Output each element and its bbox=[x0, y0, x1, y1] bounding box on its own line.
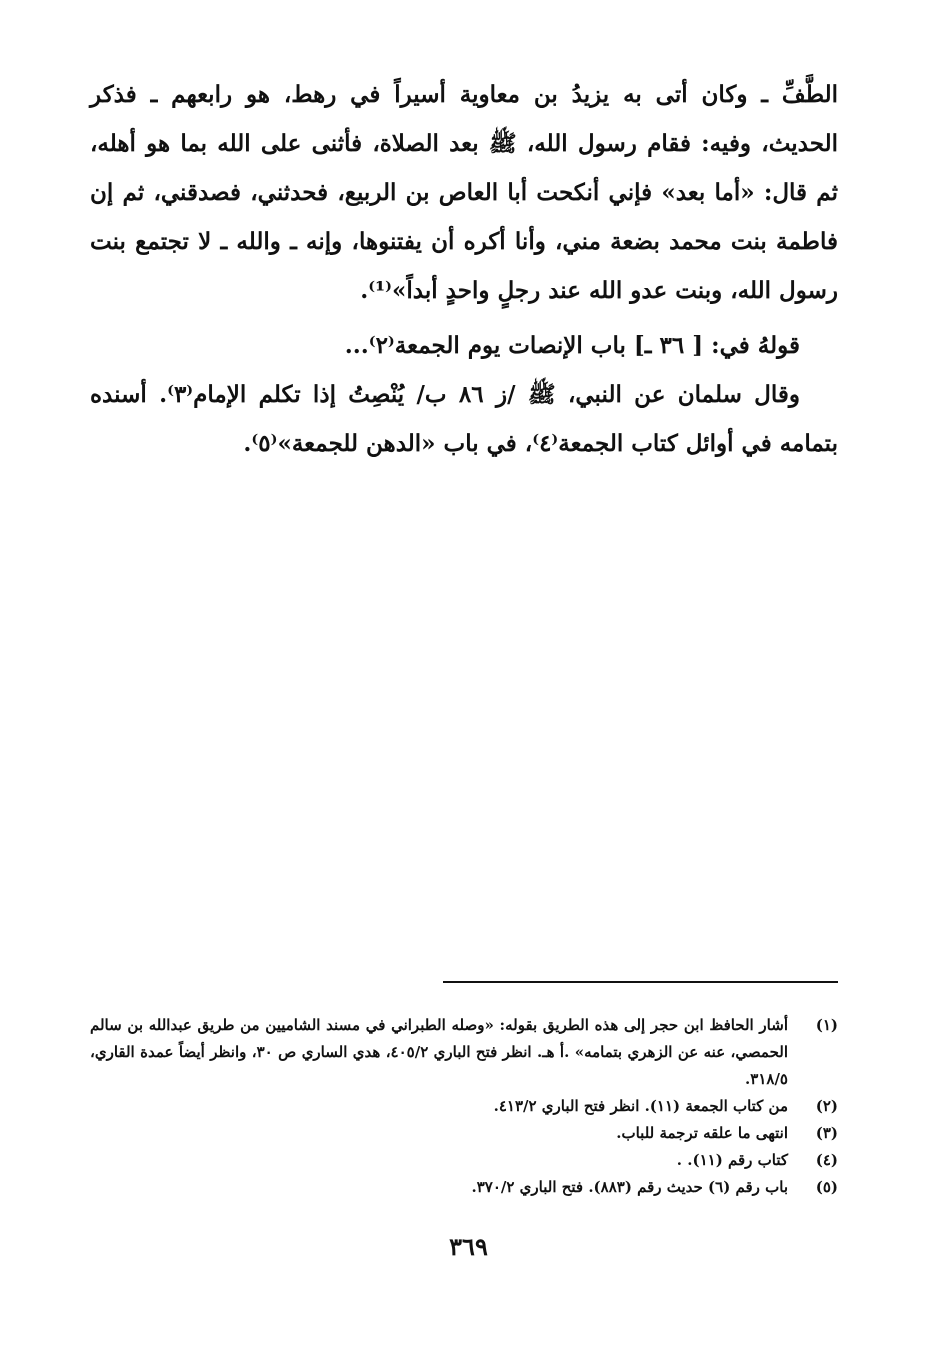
footnote-number: (٢) bbox=[815, 1097, 838, 1115]
footnote-2 bbox=[90, 1093, 838, 1120]
footnote-3 bbox=[90, 1120, 838, 1147]
footnote-4 bbox=[90, 1147, 838, 1174]
body-paragraph-1: الطَّفِّ ـ وكان أتى به يزيدُ بن معاوية أسيراً في رهط، هو رابعهم ـ فذكر الحديث، وفيه: فقام رسول الله، ﷺ بعد الصلاة، فأثنى على الله بما هو أهله، ثم قال: «أما بعد» فإني أنكحت أبا العاص بن الربيع، فحدثني، فصدقني، ثم إن فاطمة بنت محمد بضعة مني، وأنا أكره أن يفتنوها، وإنه ـ والله ـ لا تجتمع بنت رسول الله، وبنت عدو الله عند رجلٍ واحدٍ أبداً»⁽¹⁾. bbox=[90, 81, 838, 304]
footnote-text: كتاب رقم (١١). . bbox=[676, 1151, 788, 1169]
page-number: ٣٦٩ bbox=[449, 1232, 488, 1261]
footnote-text: انتهى ما علقه ترجمة للباب. bbox=[616, 1124, 788, 1142]
footnote-separator bbox=[443, 981, 838, 983]
body-paragraph-2: وقال سلمان عن النبي، ﷺ /ز ٨٦ ب/ يُنْصِتُ إذا تكلم الإمام⁽٣⁾. أسنده بتمامه في أوائل كتاب الجمعة⁽٤⁾، في باب «الدهن للجمعة»⁽٥⁾. bbox=[90, 381, 838, 457]
main-text-block bbox=[90, 70, 838, 468]
footnote-1 bbox=[90, 1012, 838, 1093]
footnote-text: باب رقم (٦) حديث رقم (٨٨٣). فتح الباري ٣٧٠/٢. bbox=[471, 1178, 788, 1196]
footnote-text: أشار الحافظ ابن حجر إلى هذه الطريق بقوله: «وصله الطبراني في مسند الشاميين من طريق عبدالله بن سالم الحمصي، عنه عن الزهري بتمامه» .أ هـ. انظر فتح الباري ٤٠٥/٢، هدي الساري ص ٣٠، وانظر أيضاً عمدة القاري، ٣١٨/٥. bbox=[90, 1016, 788, 1088]
footnote-number: (٥) bbox=[815, 1178, 838, 1196]
footnote-5 bbox=[90, 1174, 838, 1201]
footnote-number: (٤) bbox=[815, 1151, 838, 1169]
section-heading: قولهُ في: [ ٣٦ ـ] باب الإنصات يوم الجمعة⁽٢⁾... bbox=[344, 332, 800, 359]
footnote-number: (٣) bbox=[815, 1124, 838, 1142]
footnote-text: من كتاب الجمعة (١١). انظر فتح الباري ٤١٣/٢. bbox=[493, 1097, 788, 1115]
footnote-number: (١) bbox=[815, 1016, 838, 1034]
footnotes-block bbox=[90, 1012, 838, 1201]
